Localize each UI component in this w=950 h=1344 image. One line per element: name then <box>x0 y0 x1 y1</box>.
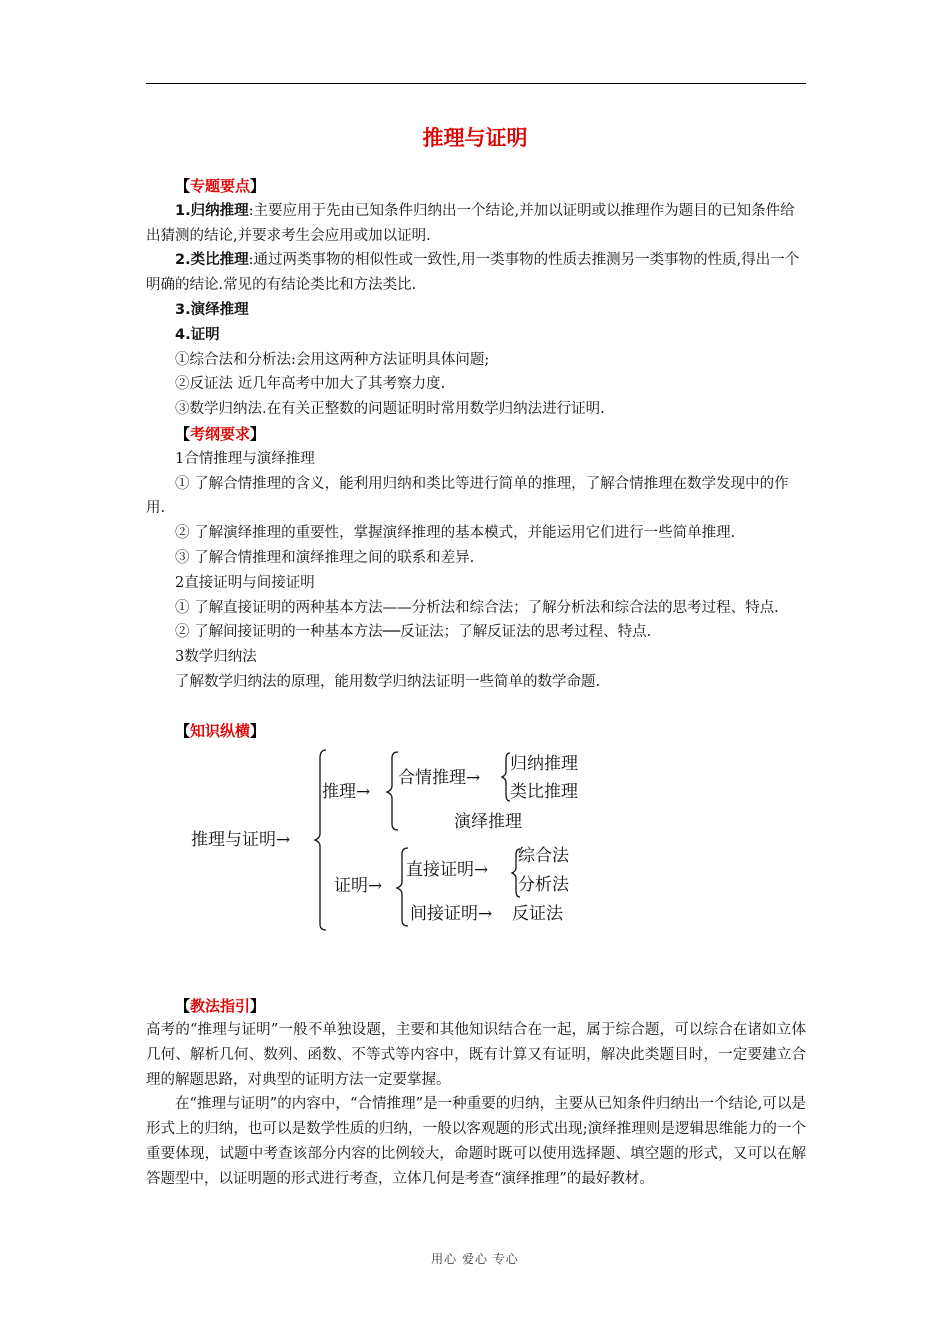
brace-plausible <box>502 753 510 801</box>
node-proof: 证明→ <box>334 875 383 896</box>
node-root: 推理与证明→ <box>191 829 291 850</box>
section-heading-requirements: 【考纲要求】 <box>175 424 266 443</box>
page-footer: 用心 爱心 专心 <box>431 1252 519 1266</box>
knowledge-diagram <box>146 748 806 932</box>
node-direct: 直接证明→ <box>406 859 489 880</box>
req-heading-3: 3数学归纳法 <box>175 649 257 666</box>
node-contradiction: 反证法 <box>512 903 563 924</box>
node-analysis: 分析法 <box>518 874 569 895</box>
node-analogy: 类比推理 <box>510 781 578 802</box>
teaching-paragraph-1: 高考的“推理与证明”一般不单独设题，主要和其他知识结合在一起，属于综合题，可以综合在诸如立体几何、解析几何、数列、函数、不等式等内容中，既有计算又有证明，解决此类题目时，一定要建立合理的解题思路，对典型的证明方法一定要掌握。 <box>146 1022 806 1088</box>
req-heading-1: 1合情推理与演绎推理 <box>175 450 315 467</box>
req-paragraph-6: 了解数学归纳法的原理，能用数学归纳法证明一些简单的数学命题. <box>175 673 601 690</box>
req-heading-2: 2直接证明与间接证明 <box>175 574 315 591</box>
req-paragraph-2: ② 了解演绎推理的重要性，掌握演绎推理的基本模式，并能运用它们进行一些简单推理. <box>175 525 736 542</box>
section-heading-teaching: 【教法指引】 <box>175 997 266 1015</box>
node-indirect: 间接证明→ <box>410 903 493 924</box>
section-heading-key-points: 【专题要点】 <box>175 177 266 195</box>
node-deductive: 演绎推理 <box>454 811 522 832</box>
sub-item-3: ③数学归纳法.在有关正整数的问题证明时常用数学归纳法进行证明. <box>175 401 605 418</box>
sub-item-2: ②反证法 近几年高考中加大了其考察力度. <box>175 376 446 393</box>
node-plausible: 合情推理→ <box>398 767 481 788</box>
brace-reasoning <box>387 752 398 830</box>
item-proof: 4.证明 <box>175 326 220 343</box>
teaching-guide <box>146 997 806 1192</box>
req-paragraph-4: ① 了解直接证明的两种基本方法——分析法和综合法；了解分析法和综合法的思考过程、特点. <box>175 599 779 616</box>
page-title: 推理与证明 <box>422 126 528 150</box>
paragraph-induction: 1.归纳推理:主要应用于先由已知条件归纳出一个结论,并加以证明或以推理作为题目的已知条件给出猜测的结论,并要求考生会应用或加以证明. <box>146 202 795 244</box>
node-reasoning: 推理→ <box>322 781 371 802</box>
sub-item-1: ①综合法和分析法:会用这两种方法证明具体问题; <box>175 351 490 368</box>
req-paragraph-5: ② 了解间接证明的一种基本方法──反证法；了解反证法的思考过程、特点. <box>175 624 652 641</box>
section-heading-knowledge-map: 【知识纵横】 <box>175 721 266 740</box>
item-deductive: 3.演绎推理 <box>175 301 249 318</box>
req-paragraph-1: ① 了解合情推理的含义，能利用归纳和类比等进行简单的推理，了解合情推理在数学发现中的作用. <box>146 475 789 517</box>
req-paragraph-3: ③ 了解合情推理和演绎推理之间的联系和差异. <box>175 549 475 566</box>
main-content <box>146 174 806 938</box>
brace-root <box>315 750 326 930</box>
teaching-paragraph-2: 在“推理与证明”的内容中，“合情推理”是一种重要的归纳，主要从已知条件归纳出一个结论,可以是形式上的归纳，也可以是数学性质的归纳，一般以客观题的形式出现;演绎推理则是逻辑思维能力的一个重要体现，试题中考查该部分内容的比例较大，命题时既可以使用选择题、填空题的形式，又可以在解答题型中，以证明题的形式进行考查，立体几何是考查“演绎推理”的最好教材。 <box>146 1096 806 1187</box>
node-synthesis: 综合法 <box>518 845 569 866</box>
paragraph-analogy: 2.类比推理:通过两类事物的相似性或一致性,用一类事物的性质去推测另一类事物的性质,得出一个明确的结论.常见的有结论类比和方法类比. <box>146 252 800 294</box>
node-induction: 归纳推理 <box>510 753 578 774</box>
header-rule <box>146 83 806 84</box>
